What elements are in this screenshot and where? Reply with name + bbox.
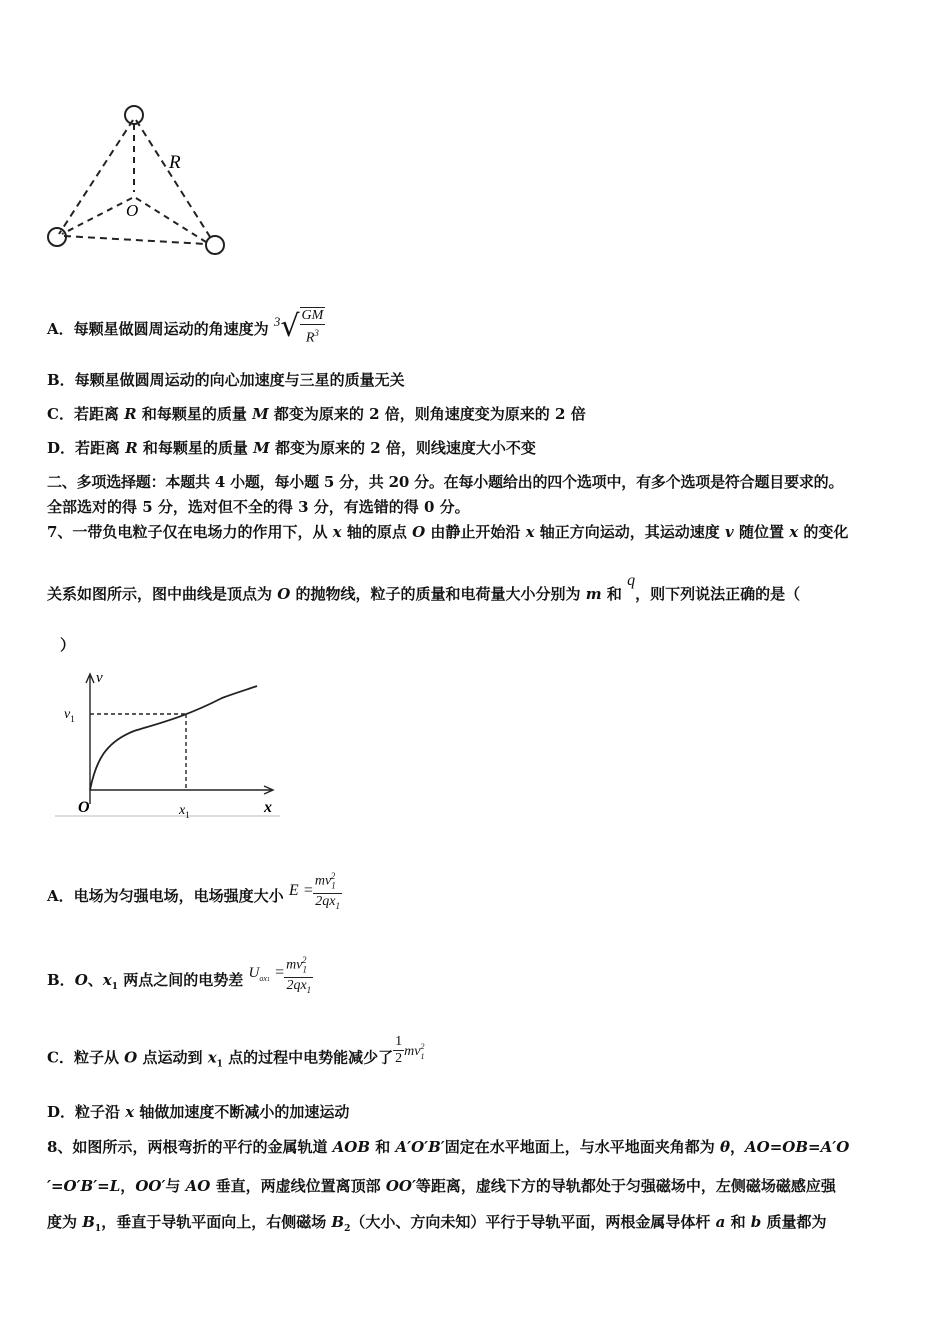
var-O: O <box>124 1048 138 1067</box>
text: 质量都为 <box>761 1213 827 1231</box>
mv-squared: $mv_1^2$ <box>404 1041 425 1061</box>
var-M: M <box>252 405 269 423</box>
text: 点运动到 <box>137 1048 208 1067</box>
q7-stem-line3: ） <box>60 636 76 654</box>
text: C．粒子从 <box>47 1048 125 1067</box>
q8-stem-line3 <box>47 1212 827 1239</box>
root-index: 3 <box>273 313 281 329</box>
dashed-radius-right <box>136 198 206 242</box>
text: 由静止开始沿 <box>425 523 526 541</box>
dashed-edge-left <box>59 120 133 234</box>
velocity-position-graph <box>50 664 285 824</box>
subscript: 1 <box>216 1059 223 1070</box>
numerator: mv <box>286 957 303 973</box>
text: 轴正方向运动，其运动速度 <box>534 523 726 541</box>
var-q: q <box>627 572 636 589</box>
star-right <box>206 236 224 254</box>
denominator: 2qx <box>315 894 336 910</box>
half-fraction <box>393 1034 404 1067</box>
var-AO: AO <box>185 1177 211 1195</box>
var-O: O <box>277 585 291 603</box>
var-R: R <box>124 405 137 423</box>
x1-label: $x_1$ <box>179 803 190 820</box>
label-R: R <box>169 152 181 173</box>
text: 与 <box>165 1177 186 1195</box>
text: 和 <box>601 585 628 603</box>
q6-option-a <box>47 310 325 350</box>
q6-option-b: B．每颗星做圆周运动的向心加速度与三星的质量无关 <box>47 371 405 389</box>
var-E: E <box>288 882 299 900</box>
equals: = <box>303 882 313 900</box>
q8-stem-line1 <box>47 1137 849 1157</box>
var-AOB: AOB <box>332 1138 371 1156</box>
text: 轴的原点 <box>341 523 413 541</box>
q7-option-d <box>47 1102 349 1122</box>
var-x: x <box>789 523 799 541</box>
parabola-curve <box>90 686 257 790</box>
text: 和 <box>370 1138 396 1156</box>
text: ，垂直于导轨平面向上，右侧磁场 <box>101 1213 332 1231</box>
var-R: R <box>125 439 138 457</box>
var-x: x <box>207 1048 217 1067</box>
subscript: 1 <box>331 880 336 891</box>
text: 、 <box>87 971 103 990</box>
subscript: 2 <box>344 1224 351 1234</box>
var-a: a <box>715 1213 726 1231</box>
var-AOB-prime: A′O′B′ <box>395 1138 445 1156</box>
text: 都变为原来的 2 倍，则角速度变为原来的 2 倍 <box>268 405 586 423</box>
text: 的变化 <box>798 523 849 541</box>
subscript: 1 <box>94 1224 102 1234</box>
dashed-edge-bottom <box>64 236 206 244</box>
equals: = <box>275 964 285 982</box>
text: 都变为原来的 2 倍，则线速度大小不变 <box>269 439 536 457</box>
subscript: 1 <box>306 985 312 996</box>
text: （大小、方向未知）平行于导轨平面，两根金属导体杆 <box>350 1213 716 1231</box>
var-U: $U_{ox1}$ <box>248 965 270 984</box>
var-OO-prime: OO′ <box>135 1177 166 1195</box>
sqrt-sign: √ <box>280 308 300 344</box>
text: 和每颗星的质量 <box>136 405 253 423</box>
q7-option-c <box>47 1034 428 1075</box>
var-O: O <box>74 971 88 990</box>
fraction <box>284 952 313 998</box>
text: ，则下列说法正确的是（ <box>635 585 801 603</box>
var-x: x <box>102 971 112 990</box>
q8-stem-line2 <box>47 1176 836 1196</box>
text: 垂直，两虚线位置离顶部 <box>210 1177 386 1195</box>
label-O: O <box>126 201 139 220</box>
q7-option-a <box>47 871 342 920</box>
v-axis-label: v <box>96 670 103 686</box>
star-left <box>48 228 66 246</box>
var-M: M <box>253 439 270 457</box>
text: 和每颗星的质量 <box>137 439 254 457</box>
denominator: 2qx <box>286 978 307 994</box>
var-OO-prime: OO′ <box>385 1177 416 1195</box>
subscript: 1 <box>302 964 307 975</box>
var-v: v <box>725 523 734 541</box>
text: 8、如图所示，两根弯折的平行的金属轨道 <box>47 1138 333 1156</box>
text: 点的过程中电势能减少了 <box>222 1048 394 1067</box>
fraction <box>313 868 342 914</box>
var-b: b <box>750 1213 762 1231</box>
var-x: x <box>125 1103 135 1121</box>
superscript: 2 <box>330 871 336 881</box>
text: 关系如图所示，图中曲线是顶点为 <box>47 585 278 603</box>
equation: AO=OB=A′O <box>745 1138 850 1156</box>
subscript: 1 <box>111 982 118 993</box>
option-a-text: A．每颗星做圆周运动的角速度为 <box>47 319 269 338</box>
fraction-numerator: GM <box>301 308 324 323</box>
text: ， <box>730 1138 746 1156</box>
text: 固定在水平地面上，与水平地面夹角都为 <box>444 1138 720 1156</box>
text: 和 <box>725 1213 751 1231</box>
denominator: 2 <box>395 1051 403 1066</box>
q7-stem-line2 <box>47 572 801 605</box>
text: 两点之间的电势差 <box>118 971 244 990</box>
text: B． <box>47 971 75 990</box>
numerator: mv <box>314 873 332 889</box>
text: 7、一带负电粒子仅在电场力的作用下，从 <box>47 523 333 541</box>
text: 的抛物线，粒子的质量和电荷量大小分别为 <box>290 585 586 603</box>
x-axis-label: x <box>264 799 272 816</box>
text: 轴做加速度不断减小的加速运动 <box>134 1103 350 1121</box>
text: ， <box>120 1177 136 1195</box>
var-theta: θ <box>720 1138 731 1156</box>
text: 度为 <box>47 1213 83 1231</box>
subscript: 1 <box>335 901 340 912</box>
three-star-figure <box>40 98 240 263</box>
star-top <box>125 106 143 124</box>
text: 等距离，虚线下方的导轨都处于匀强磁场中，左侧磁场磁感应强 <box>415 1177 836 1195</box>
q7-stem-line1 <box>47 522 848 542</box>
equation: ′=O′B′=L <box>47 1177 121 1195</box>
section-2-header-line2: 全部选对的得 5 分，选对但不全的得 3 分，有选错的得 0 分。 <box>47 498 470 516</box>
var-m: m <box>585 585 602 603</box>
denominator-exponent: 3 <box>314 328 319 338</box>
origin-label: O <box>78 799 90 816</box>
var-B: B <box>82 1213 95 1231</box>
sqrt-fraction <box>300 307 326 347</box>
text: A．电场为匀强电场，电场强度大小 <box>47 887 284 906</box>
var-x: x <box>525 523 535 541</box>
dashed-radius-left <box>62 198 132 234</box>
q7-option-b <box>47 955 313 1004</box>
fraction-denominator: R <box>305 330 315 346</box>
text: 随位置 <box>733 523 790 541</box>
superscript: 2 <box>301 955 307 965</box>
q6-option-d <box>47 438 536 458</box>
var-B: B <box>331 1213 345 1231</box>
numerator: 1 <box>395 1034 403 1049</box>
var-x: x <box>332 523 342 541</box>
text: D．若距离 <box>47 439 126 457</box>
q6-option-c <box>47 404 586 424</box>
v1-label: $v_1$ <box>64 707 75 724</box>
text: C．若距离 <box>47 405 125 423</box>
section-2-header-line1: 二、多项选择题：本题共 4 小题，每小题 5 分，共 20 分。在每小题给出的四个选项中，有多个选项是符合题目要求的。 <box>47 473 844 491</box>
var-O: O <box>412 523 426 541</box>
text: D．粒子沿 <box>47 1103 126 1121</box>
